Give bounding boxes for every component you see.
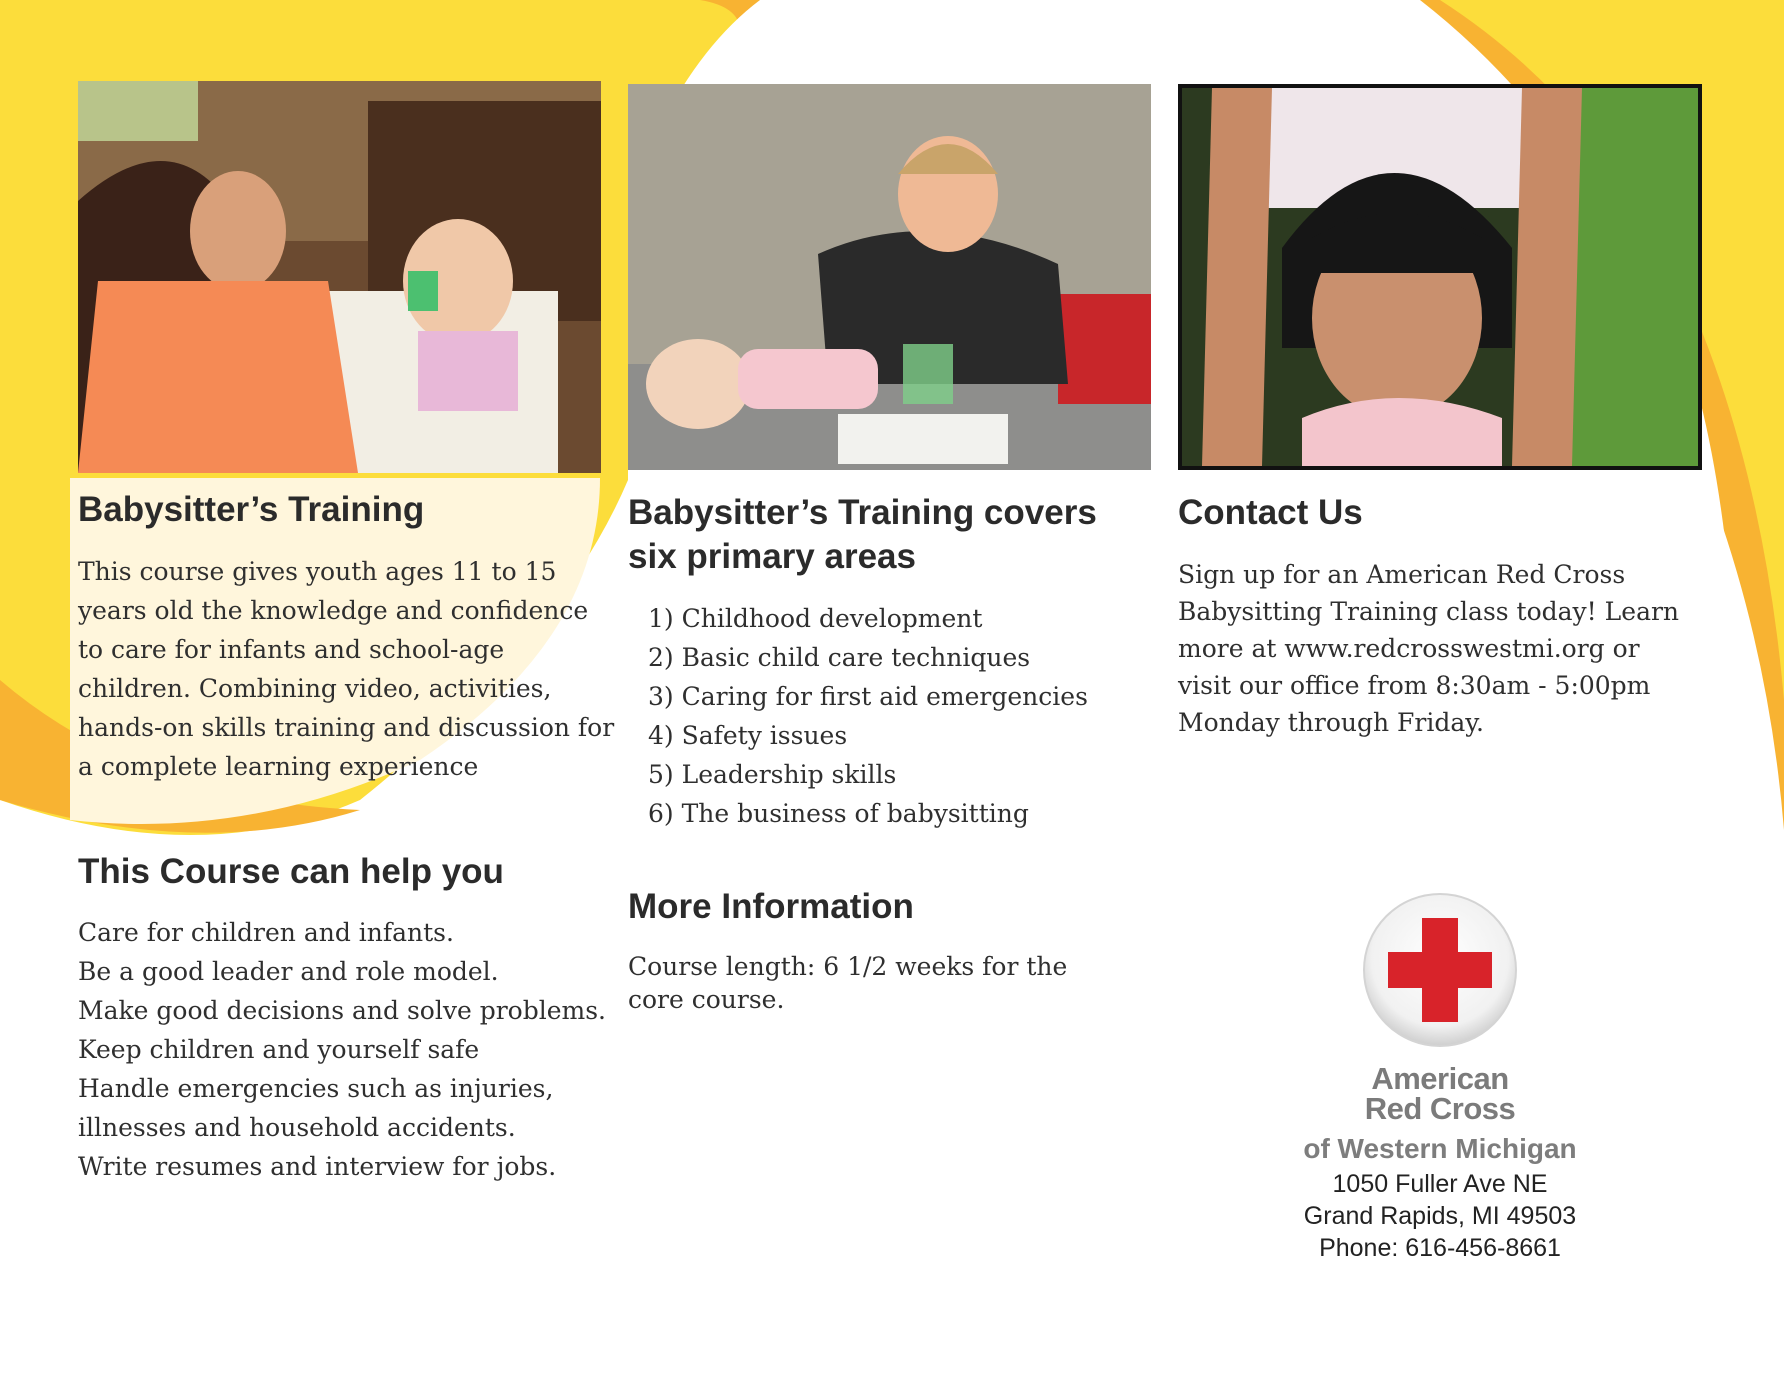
list-item: 1) Childhood development xyxy=(648,604,983,633)
course-intro-text: This course gives youth ages 11 to 15 years old the knowledge and confidence to care for infants and school-age children. Combining video, activities, hands-on skills training and discussion for a complete learning experience xyxy=(78,557,615,781)
contact-text: Sign up for an American Red Cross Babysitting Training class today! Learn more at www.redcrosswestmi.org or visit our office from 8:30am - 5:00pm Monday through Friday. xyxy=(1178,560,1680,737)
babysitters-training-heading: Babysitter’s Training xyxy=(78,490,425,529)
org-region: of Western Michigan xyxy=(1303,1133,1577,1164)
phone-number: Phone: 616-456-8661 xyxy=(1319,1234,1561,1262)
six-areas-list xyxy=(648,599,1148,833)
photo-teen-feeding-baby xyxy=(78,81,601,473)
contact-us-heading: Contact Us xyxy=(1178,493,1363,532)
list-item: 5) Leadership skills xyxy=(648,760,897,789)
address-street: 1050 Fuller Ave NE xyxy=(1332,1170,1548,1198)
red-cross-icon xyxy=(1360,890,1520,1050)
list-item: Handle emergencies such as injuries, illnesses and household accidents. xyxy=(78,1074,554,1142)
course-length-text: Course length: 6 1/2 weeks for the core course. xyxy=(628,952,1068,1014)
list-item: Care for children and infants. xyxy=(78,918,454,947)
six-areas-heading: Babysitter’s Training covers six primary areas xyxy=(628,493,1097,576)
list-item: Be a good leader and role model. xyxy=(78,957,499,986)
red-cross-logo-block xyxy=(1290,890,1590,1264)
list-item: 2) Basic child care techniques xyxy=(648,643,1031,672)
address-city: Grand Rapids, MI 49503 xyxy=(1303,1202,1577,1230)
list-item: Keep children and yourself safe xyxy=(78,1035,480,1064)
course-help-list xyxy=(78,913,618,1186)
course-help-heading: This Course can help you xyxy=(78,852,504,891)
list-item: Make good decisions and solve problems. xyxy=(78,996,606,1025)
list-item: 4) Safety issues xyxy=(648,721,848,750)
list-item: Write resumes and interview for jobs. xyxy=(78,1152,557,1181)
more-information-heading: More Information xyxy=(628,887,914,926)
list-item: 6) The business of babysitting xyxy=(648,799,1029,828)
org-name-line1: American xyxy=(1371,1061,1509,1096)
org-name-line2: Red Cross xyxy=(1364,1091,1516,1126)
photo-smiling-girl xyxy=(1178,84,1702,470)
photo-boy-cpr-manikin xyxy=(628,84,1151,470)
list-item: 3) Caring for first aid emergencies xyxy=(648,682,1088,711)
